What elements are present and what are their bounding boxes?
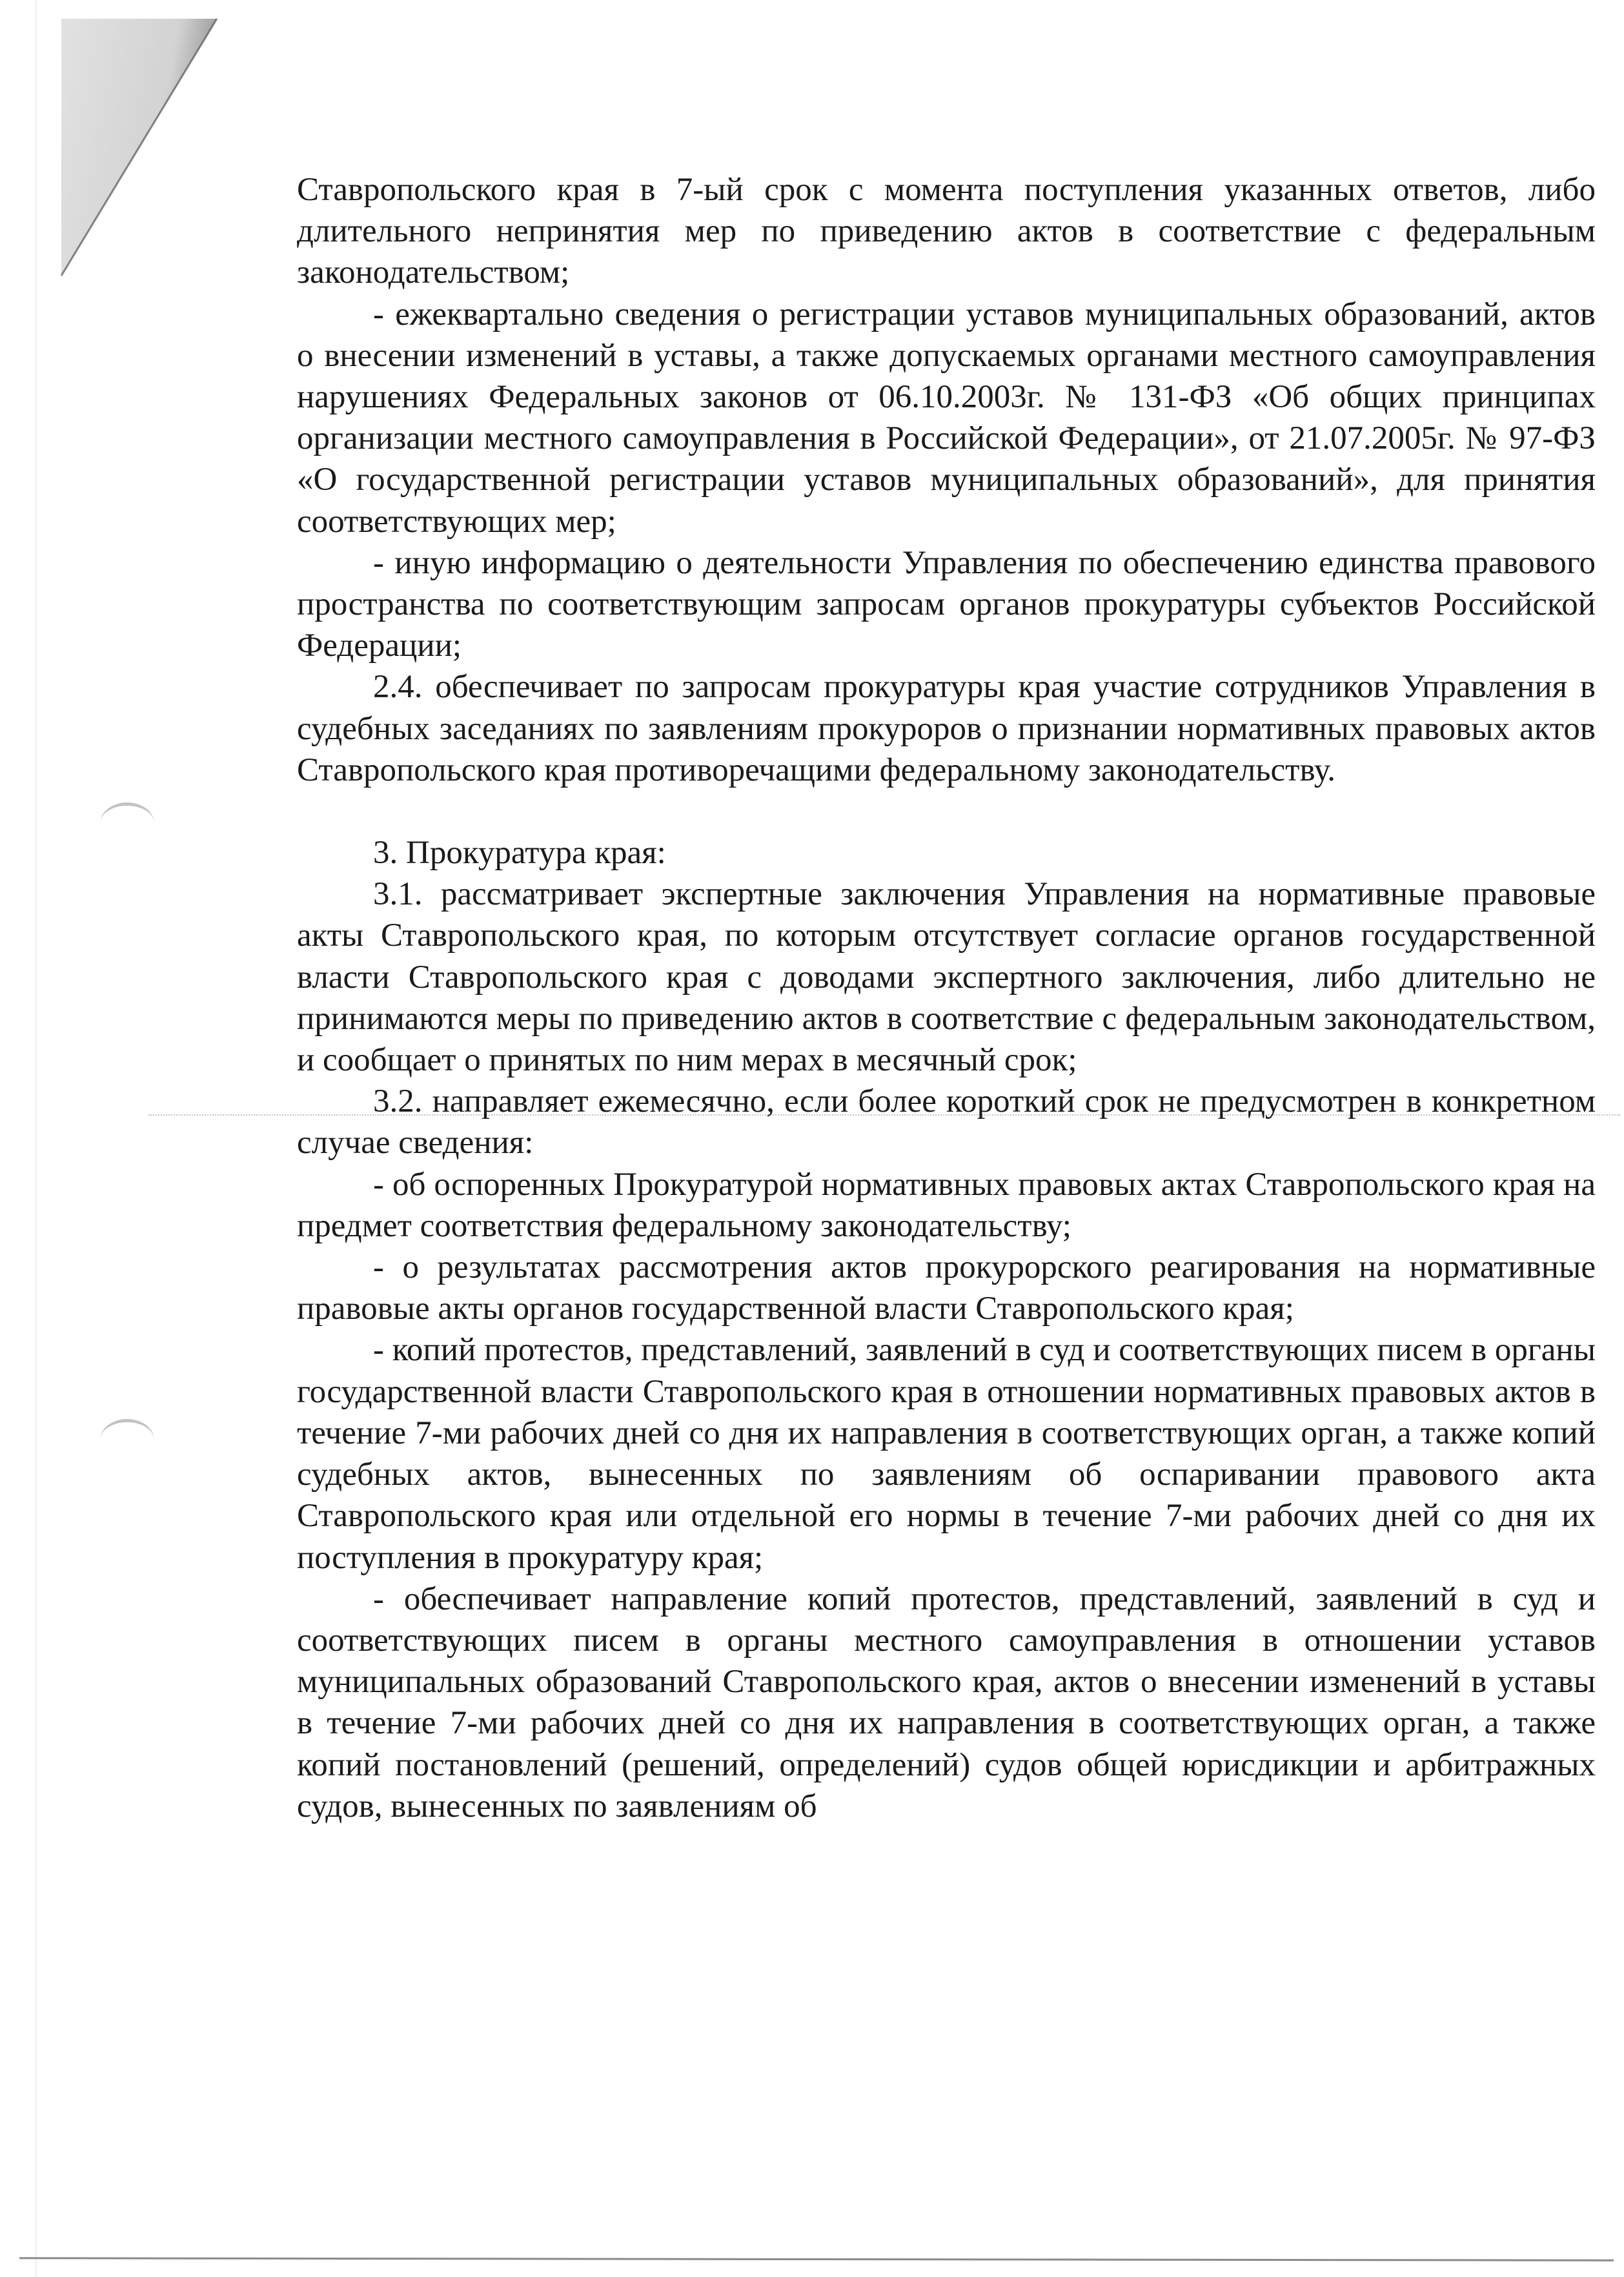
punch-hole-mark xyxy=(100,802,154,844)
punch-hole-mark xyxy=(100,1419,154,1461)
paragraph: - об оспоренных Прокуратурой нормативных правовых актах Ставропольского края на предмет соответствия федеральному законодательству; xyxy=(297,1166,1596,1244)
page-bottom-edge xyxy=(19,2257,1614,2261)
paragraph: - обеспечивает направление копий протестов, представлений, заявлений в суд и соответствующих писем в органы местного самоуправления в отношении уставов муниципальных образований Ставропольского края, актов о внесении изменений в уставы в течение 7-ми рабочих дней со дня их направления в соответствующих орган, а также копий постановлений (решений, определений) судов общей юрисдикции и арбитражных судов, вынесенных по заявлениям об xyxy=(297,1580,1596,1824)
paragraph: - иную информацию о деятельности Управления по обеспечению единства правового пространства по соответствующим запросам органов прокуратуры субъектов Российской Федерации; xyxy=(297,544,1596,664)
paragraph: - ежеквартально сведения о регистрации уставов муниципальных образований, актов о внесении изменений в уставы, а также допускаемых органами местного самоуправления нарушениях Федеральных законов от 06.10.2003г. № 131-ФЗ «Об общих принципах организации местного самоуправления в Российской Федерации», от 21.07.2005г. № 97-ФЗ «О государственной регистрации уставов муниципальных образований», для принятия соответствующих мер; xyxy=(297,296,1596,540)
paragraph: 2.4. обеспечивает по запросам прокуратуры края участие сотрудников Управления в судебных заседаниях по заявлениям прокуроров о признании нормативных правовых актов Ставропольского края противоречащими федеральному законодательству. xyxy=(297,669,1596,788)
paragraph: 3. Прокуратура края: xyxy=(373,835,666,872)
paragraph: Ставропольского края в 7-ый срок с момента поступления указанных ответов, либо длительного непринятия мер по приведению актов в соответствие с федеральным законодательством; xyxy=(297,172,1596,291)
page-left-edge xyxy=(36,0,37,2277)
paragraph: - копий протестов, представлений, заявлений в суд и соответствующих писем в органы государственной власти Ставропольского края в отношении нормативных правовых актов в течение 7-ми рабочих дней со дня их направления в соответствующих орган, а также копий судебных актов, вынесенных по заявлениям об оспаривании правового акта Ставропольского края или отдельной его нормы в течение 7-ми рабочих дней со дня их поступления в прокуратуру края; xyxy=(297,1332,1596,1576)
paragraph: 3.2. направляет ежемесячно, если более короткий срок не предусмотрен в конкретном случае сведения: xyxy=(297,1083,1596,1161)
paragraph: 3.1. рассматривает экспертные заключения Управления на нормативные правовые акты Ставропольского края, по которым отсутствует согласие органов государственной власти Ставропольского края с доводами экспертного заключения, либо длительно не принимаются меры по приведению актов в соответствие с федеральным законодательством, и сообщает о принятых по ним мерах в месячный срок; xyxy=(297,876,1596,1079)
folded-corner-shadow xyxy=(0,0,232,284)
paragraph-gap xyxy=(297,791,1596,832)
document-body xyxy=(297,169,1596,1827)
paragraph: - о результатах рассмотрения актов прокурорского реагирования на нормативные правовые акты органов государственной власти Ставропольского края; xyxy=(297,1249,1596,1327)
